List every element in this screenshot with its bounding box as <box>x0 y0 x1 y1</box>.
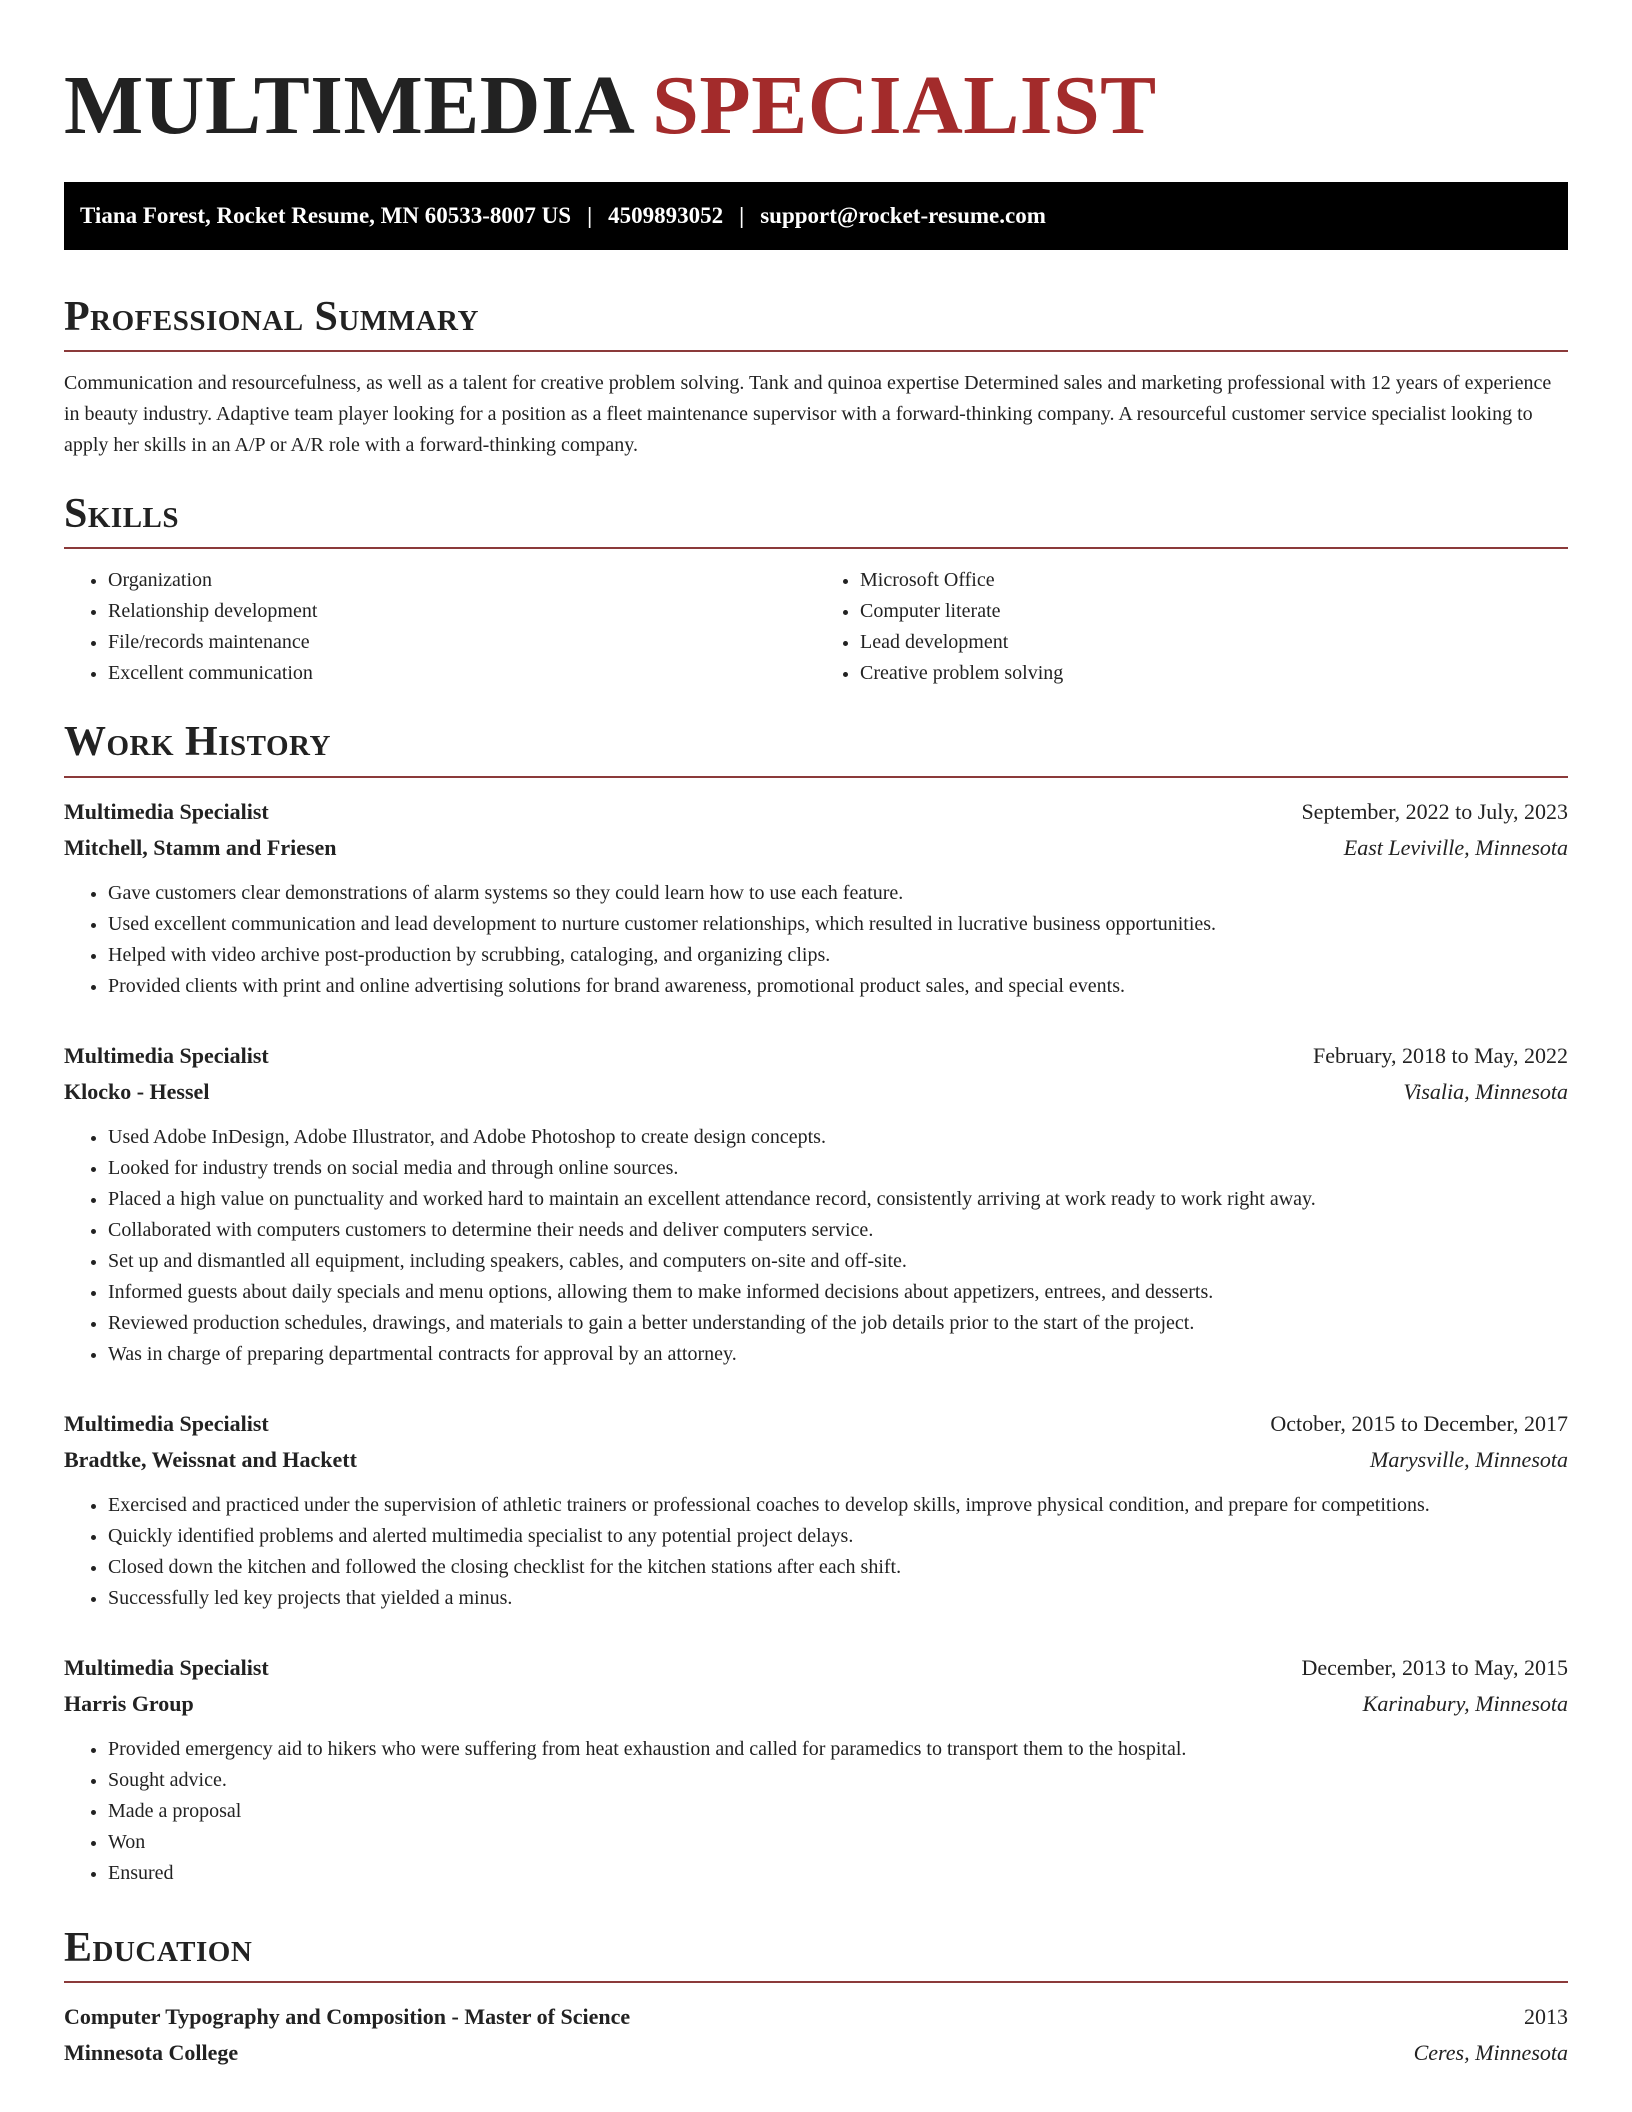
section-divider <box>64 776 1568 778</box>
skill-item: • Relationship development <box>108 596 816 627</box>
job-location: Visalia, Minnesota <box>1403 1078 1568 1104</box>
job-entry <box>64 1650 1568 1889</box>
skill-item: • Organization <box>108 565 816 596</box>
job-bullet: • Set up and dismantled all equipment, including speakers, cables, and computers on-site and off-site. <box>108 1246 1568 1277</box>
job-dates: February, 2018 to May, 2022 <box>1313 1042 1568 1068</box>
job-bullet: • Reviewed production schedules, drawings, and materials to gain a better understanding of the job details prior to the start of the project. <box>108 1308 1568 1339</box>
job-bullet: • Exercised and practiced under the supervision of athletic trainers or professional coaches to develop skills, improve physical condition, and prepare for competitions. <box>108 1490 1568 1521</box>
education-header-row <box>64 1999 1568 2035</box>
resume-title <box>64 59 1568 152</box>
job-company-row <box>64 1074 1568 1110</box>
job-bullets <box>64 1734 1568 1889</box>
work-history-heading: Work History <box>64 719 331 766</box>
education-school: Minnesota College <box>64 2039 239 2065</box>
section-divider <box>64 547 1568 549</box>
job-entry <box>64 1038 1568 1370</box>
skill-item: • Lead development <box>860 627 1568 658</box>
job-bullet: • Looked for industry trends on social media and through online sources. <box>108 1153 1568 1184</box>
job-bullet: • Gave customers clear demonstrations of alarm systems so they could learn how to use each feature. <box>108 878 1568 909</box>
section-divider <box>64 1981 1568 1983</box>
job-company: Klocko - Hessel <box>64 1078 210 1104</box>
job-title: Multimedia Specialist <box>64 798 269 824</box>
skill-item: • Microsoft Office <box>860 565 1568 596</box>
education-location: Ceres, Minnesota <box>1413 2039 1568 2065</box>
work-history-section <box>64 719 1568 1888</box>
job-entry <box>64 794 1568 1002</box>
education-section <box>64 1925 1568 2071</box>
job-bullet: • Made a proposal <box>108 1796 1568 1827</box>
job-bullet: • Sought advice. <box>108 1765 1568 1796</box>
contact-phone[interactable]: 4509893052 <box>608 203 724 228</box>
contact-bar <box>64 182 1568 250</box>
job-location: Marysville, Minnesota <box>1370 1446 1568 1472</box>
summary-section <box>64 294 1568 461</box>
job-bullet: • Quickly identified problems and alerted multimedia specialist to any potential project delays. <box>108 1521 1568 1552</box>
job-bullet: • Closed down the kitchen and followed the closing checklist for the kitchen stations after each shift. <box>108 1552 1568 1583</box>
job-bullet: • Collaborated with computers customers to determine their needs and deliver computers service. <box>108 1215 1568 1246</box>
job-company-row <box>64 1442 1568 1478</box>
job-dates: December, 2013 to May, 2015 <box>1301 1654 1568 1680</box>
job-bullet: • Provided emergency aid to hikers who were suffering from heat exhaustion and called for paramedics to transport them to the hospital. <box>108 1734 1568 1765</box>
skill-item: • Computer literate <box>860 596 1568 627</box>
job-bullets <box>64 1122 1568 1370</box>
job-company-row <box>64 1686 1568 1722</box>
skill-item: • Creative problem solving <box>860 658 1568 689</box>
job-bullet: • Placed a high value on punctuality and worked hard to maintain an excellent attendance record, consistently arriving at work ready to work right away. <box>108 1184 1568 1215</box>
job-bullets <box>64 1490 1568 1614</box>
job-entry <box>64 1406 1568 1614</box>
title-first-word: MULTIMEDIA <box>64 59 631 152</box>
job-header-row <box>64 1406 1568 1442</box>
job-header-row <box>64 1038 1568 1074</box>
job-bullet: • Provided clients with print and online advertising solutions for brand awareness, promotional product sales, and special events. <box>108 971 1568 1002</box>
summary-heading: Professional Summary <box>64 294 479 340</box>
job-bullet: • Won <box>108 1827 1568 1858</box>
title-second-word: SPECIALIST <box>652 59 1157 152</box>
job-bullets <box>64 878 1568 1002</box>
job-title: Multimedia Specialist <box>64 1654 269 1680</box>
job-bullet: • Successfully led key projects that yielded a minus. <box>108 1583 1568 1614</box>
education-entry <box>64 1999 1568 2071</box>
job-location: Karinabury, Minnesota <box>1362 1690 1568 1716</box>
skills-section <box>64 491 1568 689</box>
contact-email[interactable]: support@rocket-resume.com <box>760 203 1046 228</box>
job-header-row <box>64 794 1568 830</box>
job-bullet: • Ensured <box>108 1858 1568 1889</box>
job-company-row <box>64 830 1568 866</box>
job-bullet: • Was in charge of preparing departmental contracts for approval by an attorney. <box>108 1339 1568 1370</box>
job-company: Harris Group <box>64 1690 194 1716</box>
education-heading: Education <box>64 1924 253 1971</box>
summary-text: Communication and resourcefulness, as well as a talent for creative problem solving. Tank and quinoa expertise Determined sales and marketing professional with 12 years of experience in beauty industry. Adaptive team player looking for a position as a fleet maintenance supervisor with a forward-thinking company. A resourceful customer service specialist looking to apply her skills in an A/P or A/R role with a forward-thinking company. <box>64 372 1552 457</box>
job-header-row <box>64 1650 1568 1686</box>
contact-separator: | <box>587 203 593 228</box>
skills-list-right <box>816 565 1568 689</box>
job-location: East Leviville, Minnesota <box>1343 834 1568 860</box>
skills-grid <box>64 565 1568 689</box>
skills-list-left <box>64 565 816 689</box>
job-title: Multimedia Specialist <box>64 1042 269 1068</box>
job-bullet: • Informed guests about daily specials and menu options, allowing them to make informed decisions about appetizers, entrees, and desserts. <box>108 1277 1568 1308</box>
education-degree: Computer Typography and Composition - Master of Science <box>64 2003 631 2029</box>
section-divider <box>64 350 1568 352</box>
contact-separator: | <box>739 203 745 228</box>
job-dates: September, 2022 to July, 2023 <box>1301 798 1568 824</box>
education-school-row <box>64 2035 1568 2071</box>
skill-item: • File/records maintenance <box>108 627 816 658</box>
job-bullet: • Helped with video archive post-production by scrubbing, cataloging, and organizing clips. <box>108 940 1568 971</box>
job-company: Mitchell, Stamm and Friesen <box>64 834 337 860</box>
job-dates: October, 2015 to December, 2017 <box>1270 1410 1568 1436</box>
job-bullet: • Used Adobe InDesign, Adobe Illustrator, and Adobe Photoshop to create design concepts. <box>108 1122 1568 1153</box>
skills-heading: Skills <box>64 491 180 538</box>
contact-address: Tiana Forest, Rocket Resume, MN 60533-8007 US <box>80 203 572 228</box>
job-title: Multimedia Specialist <box>64 1410 269 1436</box>
job-company: Bradtke, Weissnat and Hackett <box>64 1446 357 1472</box>
job-bullet: • Used excellent communication and lead development to nurture customer relationships, which resulted in lucrative business opportunities. <box>108 909 1568 940</box>
skill-item: • Excellent communication <box>108 658 816 689</box>
education-year: 2013 <box>1524 2003 1568 2029</box>
